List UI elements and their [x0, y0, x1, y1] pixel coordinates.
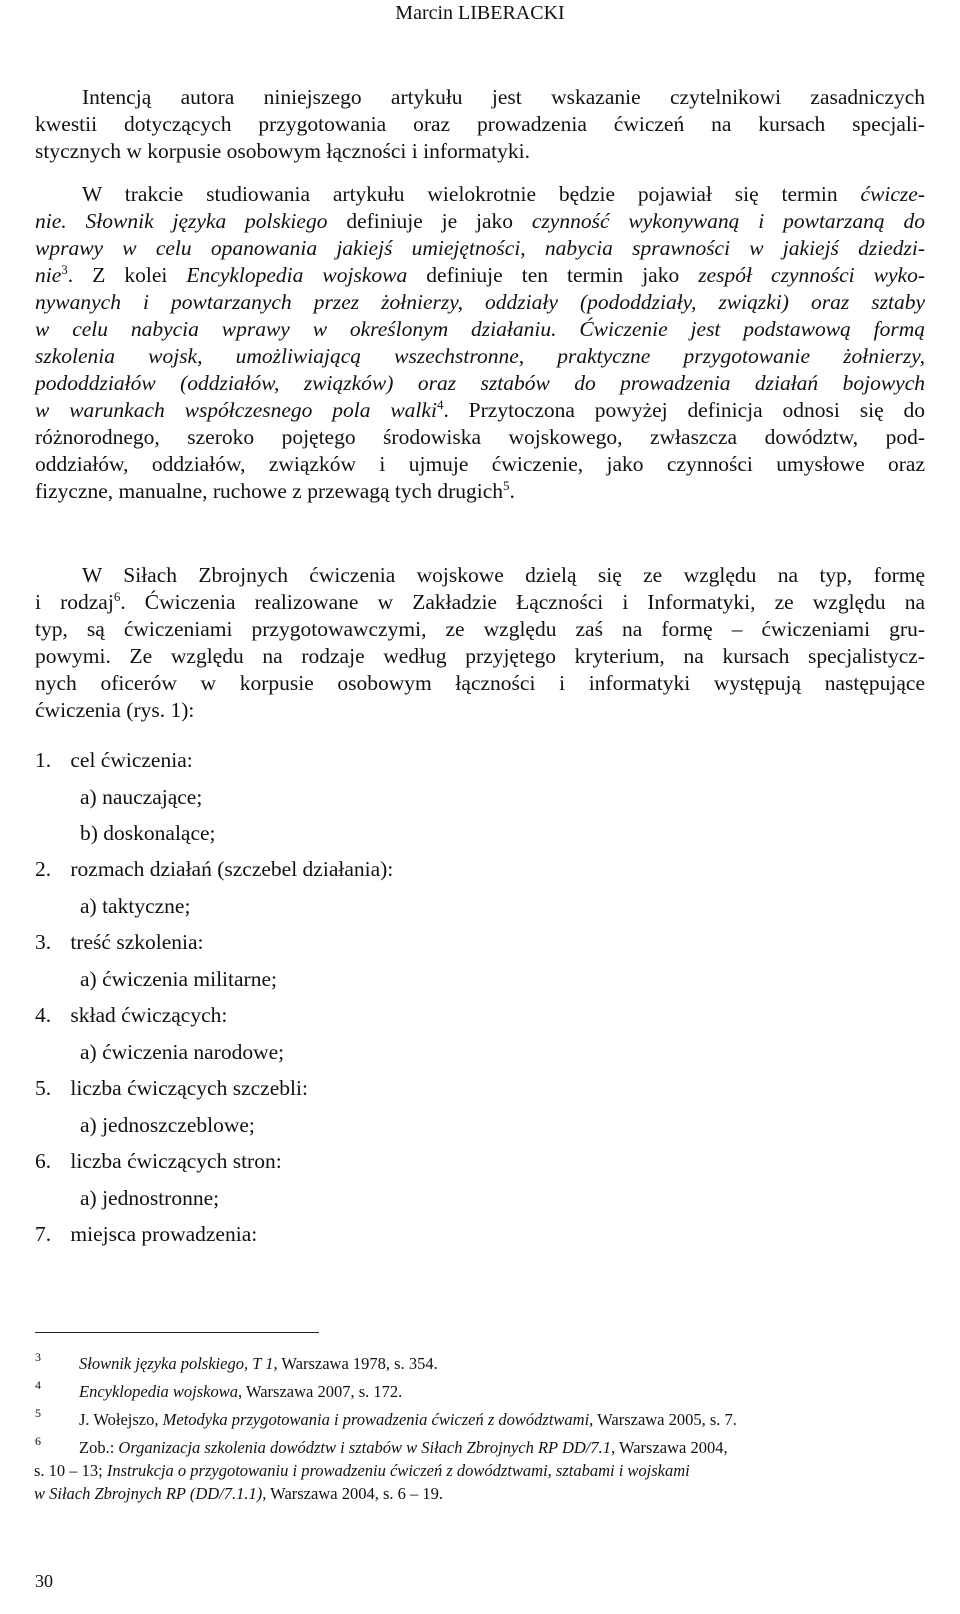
list-item: 2. rozmach działań (szczebel działania): [35, 857, 394, 881]
list-subitem: a) nauczające; [80, 785, 203, 809]
text-line: różnorodnego, szeroko pojętego środowiska wojskowego, zwłaszcza dowództw, pod- [35, 425, 925, 449]
footnote-ref: 3 [61, 261, 68, 277]
text-line: fizyczne, manualne, ruchowe z przewagą tych drugich$^5$. [35, 477, 515, 503]
text-line: w celu nabycia wprawy w określonym działaniu. Ćwiczenie jest podstawową formą [35, 317, 925, 341]
list-item: 5. liczba ćwiczących szczebli: [35, 1076, 308, 1100]
text-line: typ, są ćwiczeniami przygotowawczymi, ze względu zaś na formę – ćwiczeniami gru- [35, 617, 925, 641]
running-header-author: Marcin LIBERACKI [395, 2, 565, 24]
footnote-number: 4 [35, 1378, 41, 1392]
paragraph-definitions [35, 181, 925, 505]
footnote-ref: 5 [503, 477, 510, 493]
list-item: 4. skład ćwiczących: [35, 1003, 228, 1027]
text-line: wprawy w celu opanowania jakiejś umiejętności, nabycia sprawności w jakiejś dziedzi- [35, 236, 925, 260]
list-subitem: a) jednostronne; [80, 1186, 220, 1210]
list-subitem: a) ćwiczenia narodowe; [80, 1040, 285, 1064]
footnote-number: 6 [35, 1434, 41, 1448]
text-line: pododdziałów (oddziałów, związków) oraz sztabów do prowadzenia działań bojowych [35, 371, 925, 395]
footnote-number: 3 [35, 1350, 41, 1364]
list-item: 6. liczba ćwiczących stron: [35, 1149, 282, 1173]
list-item: 3. treść szkolenia: [35, 930, 204, 954]
text-line: oddziałów, oddziałów, związków i ujmuje ćwiczenie, jako czynności umysłowe oraz [35, 452, 925, 476]
text-line: nie$^3$. Z kolei Encyklopedia wojskowa definiuje ten termin jako zespół czynności wyko- [35, 261, 925, 287]
text-line: szkolenia wojsk, umożliwiającą wszechstronne, praktyczne przygotowanie żołnierzy, [35, 344, 925, 368]
text-line: powymi. Ze względu na rodzaje według przyjętego kryterium, na kursach specjalistycz- [35, 644, 925, 668]
text-line: w warunkach współczesnego pola walki$^4$. Przytoczona powyżej definicja odnosi się do [35, 396, 926, 422]
list-subitem: a) taktyczne; [80, 894, 191, 918]
paragraph-classification [35, 562, 925, 724]
footnote-separator [35, 1332, 319, 1333]
footnote-number: 5 [35, 1406, 41, 1420]
list-item: 7. miejsca prowadzenia: [35, 1222, 258, 1246]
list-subitem: a) jednoszczeblowe; [80, 1113, 255, 1137]
text-line: ćwiczenia (rys. 1): [35, 698, 195, 722]
text-line: nie. Słownik języka polskiego definiuje je jako czynność wykonywaną i powtarzaną do [35, 209, 926, 233]
list-subitem: b) doskonalące; [80, 821, 216, 845]
list-item: 1. cel ćwiczenia: [35, 748, 193, 772]
text-line: Intencją autora niniejszego artykułu jest wskazanie czytelnikowi zasadniczych [82, 85, 925, 109]
list-subitem: a) ćwiczenia militarne; [80, 967, 277, 991]
document-page: Marcin LIBERACKI Intencją autora niniejszego artykułu jest wskazanie czytelnikowi zasadniczych kwestii dotyczących przygotowania oraz prowadzenia ćwiczeń na kursach specjali- stycznych w korpusie osobowym łączności i informatyki. W trakcie studiowania artykułu wielokrotnie będzie pojawiał się termin ćwicze- nie. Słownik języka polskiego definiuje je jako czynność wykonywaną i powtarzaną do wprawy w celu opanowania jakiejś umiejętności, nabycia sprawności w jakiejś dziedzi- nie$^3$. Z kolei Encyklopedia wojskowa definiuje ten termin jako zespół czynności wyko- nywanych i powtarzanych przez żołnierzy, oddziały (pododdziały, związki) oraz sztaby w celu nabycia wprawy w określonym działaniu. Ćwiczenie jest podstawową formą szkolenia wojsk, umożliwiającą wszechstronne, praktyczne przygotowanie żołnierzy, pododdziałów (oddziałów, związków) oraz sztabów do prowadzenia działań bojowych w warunkach współczesnego pola walki$^4$. Przytoczona powyżej definicja odnosi się do różnorodnego, szeroko pojętego środowiska wojskowego, zwłaszcza dowództw, pod- oddziałów, oddziałów, związków i ujmuje ćwiczenie, jako czynności umysłowe oraz fizyczne, manualne, ruchowe z przewagą tych drugich$^5$. W Siłach Zbrojnych ćwiczenia wojskowe dzielą się ze względu na typ, formę i rodzaj$^6$. Ćwiczenia realizowane w Zakładzie Łączności i Informatyki, ze względu na typ, są ćwiczeniami przygotowawczymi, ze względu zaś na formę – ćwiczeniami gru- powymi. Ze względu na rodzaje według przyjętego kryterium, na kursach specjalistycz- nych oficerów w korpusie osobowym łączności i informatyki występują następujące ćwiczenia (rys. 1): 1. cel ćwiczenia: a) nauczające; b) doskonalące; 2. rozmach działań (szczebel działania): a) taktyczne; 3. treść szkolenia: a) ćwiczenia militarne; 4. skład ćwiczących: a) ćwiczenia narodowe; 5. liczba ćwiczących szczebli: a) jednoszczeblowe; 6. liczba ćwiczących stron: a) jednostronne; 7. miejsca prowadzenia: 3 Słownik języka polskiego, T 1, Warszawa 1978, s. 354. 4 Encyklopedia wojskowa, Warszawa 2007, s. 172. 5 J. Wołejszo, Metodyka przygotowania i prowadzenia ćwiczeń z dowództwami, Warszawa 2005, s. 7. 6 Zob.: Organizacja szkolenia dowództw i sztabów w Siłach Zbrojnych RP DD/7.1, Warszawa 2004, s. 10 – 13; Instrukcja o przygotowaniu i prowadzeniu ćwiczeń z dowództwami, sztabami i wojskami w Siłach Zbrojnych RP (DD/7.1.1), Warszawa 2004, s. 6 – 19. 30 [0, 0, 960, 1614]
text-line: stycznych w korpusie osobowym łączności i informatyki. [35, 139, 530, 163]
footnote-ref: 4 [436, 396, 444, 412]
footnote-ref: 6 [113, 588, 121, 604]
text-line: W Siłach Zbrojnych ćwiczenia wojskowe dzielą się ze względu na typ, formę [82, 563, 925, 587]
text-line: W trakcie studiowania artykułu wielokrotnie będzie pojawiał się termin ćwicze- [82, 182, 925, 206]
paragraph-intro [35, 84, 925, 165]
text-line: kwestii dotyczących przygotowania oraz prowadzenia ćwiczeń na kursach specjali- [35, 112, 925, 136]
page-number: 30 [35, 1571, 53, 1591]
text-line: nywanych i powtarzanych przez żołnierzy, oddziały (pododdziały, związki) oraz sztaby [35, 290, 925, 314]
text-line: nych oficerów w korpusie osobowym łączności i informatyki występują następujące [35, 671, 925, 695]
text-line: i rodzaj$^6$. Ćwiczenia realizowane w Zakładzie Łączności i Informatyki, ze względu na [35, 588, 925, 614]
